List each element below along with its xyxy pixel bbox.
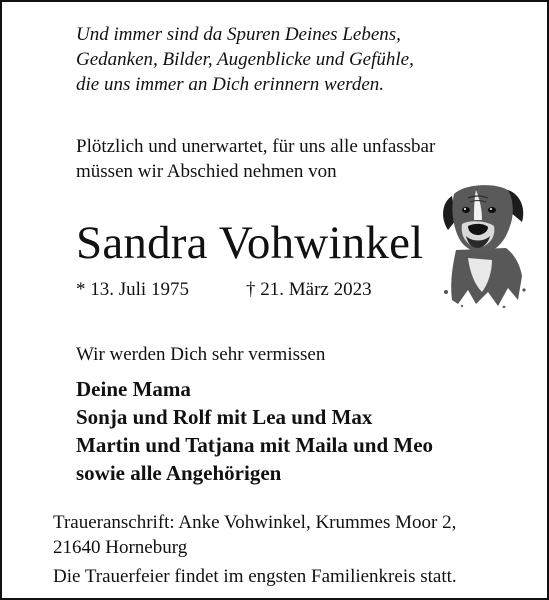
family-line: Sonja und Rolf mit Lea und Max [76, 405, 373, 429]
verse-line: die uns immer an Dich erinnern werden. [76, 74, 384, 95]
verse-line: Gedanken, Bilder, Augenblicke und Gefühle, [76, 49, 414, 70]
mourning-address [53, 510, 456, 560]
intro-text [76, 134, 435, 184]
birth-date: * 13. Juli 1975 [76, 279, 189, 300]
boxer-dog-portrait-icon [438, 180, 530, 308]
death-date: † 21. März 2023 [246, 279, 372, 300]
miss-text: Wir werden Dich sehr vermissen [76, 344, 326, 365]
family-line: Martin und Tatjana mit Maila und Meo [76, 433, 434, 457]
address-line: 21640 Horneburg [53, 537, 188, 558]
family-list [76, 375, 433, 487]
intro-line: müssen wir Abschied nehmen von [76, 161, 337, 182]
address-line: Traueranschrift: Anke Vohwinkel, Krummes Moor 2, [53, 512, 457, 533]
verse-line: Und immer sind da Spuren Deines Lebens, [76, 24, 401, 45]
family-line: sowie alle Angehörigen [76, 461, 282, 485]
family-line: Deine Mama [76, 377, 191, 401]
intro-line: Plötzlich und unerwartet, für uns alle unfassbar [76, 136, 436, 157]
deceased-name: Sandra Vohwinkel [76, 217, 424, 269]
memorial-verse [76, 22, 414, 97]
ceremony-note: Die Trauerfeier findet im engsten Familienkreis statt. [53, 566, 457, 587]
